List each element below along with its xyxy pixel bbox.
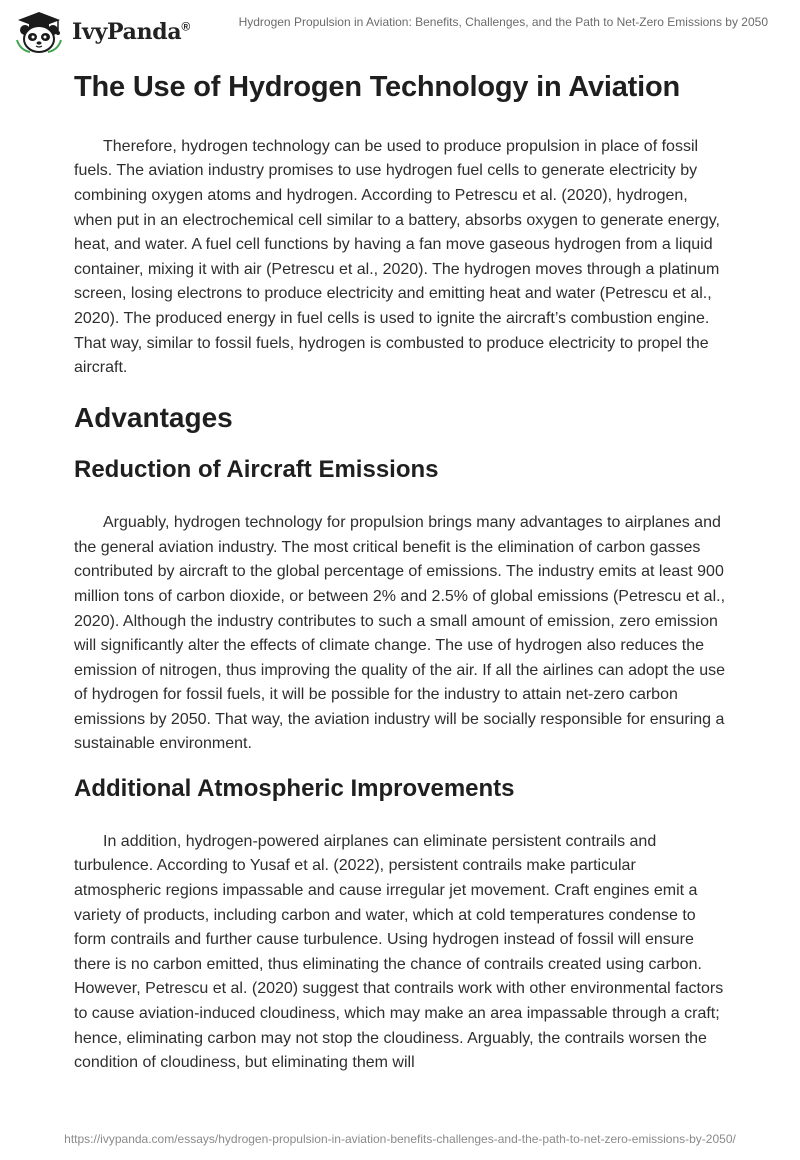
subheading-atmospheric-improvements: Additional Atmospheric Improvements <box>74 775 515 803</box>
paragraph-hydrogen-technology: Therefore, hydrogen technology can be used to produce propulsion in place of fossil fuels. The aviation industry promises to use hydrogen fuel cells to generate electricity by combining oxygen atoms and hydrogen. According to Petrescu et al. (2020), hydrogen, when put in an electrochemical cell similar to a battery, absorbs oxygen to generate energy, heat, and water. A fuel cell functions by having a fan move gaseous hydrogen from a liquid container, mixing it with air (Petrescu et al., 2020). The hydrogen moves through a platinum screen, losing electrons to produce electricity and emitting heat and water (Petrescu et al., 2020). The produced energy in fuel cells is used to ignite the aircraft’s combustion engine. That way, similar to fossil fuels, hydrogen is combusted to produce electricity to propel the aircraft. <box>74 137 720 377</box>
document-title: Hydrogen Propulsion in Aviation: Benefits, Challenges, and the Path to Net-Zero Emissions by 2050 <box>238 15 768 29</box>
article-body <box>74 70 726 1076</box>
page-title: The Use of Hydrogen Technology in Aviation <box>74 71 681 103</box>
paragraph-reduction-of-emissions: Arguably, hydrogen technology for propulsion brings many advantages to airplanes and the general aviation industry. The most critical benefit is the elimination of carbon gasses contributed by aircraft to the global percentage of emissions. The industry emits at least 900 million tons of carbon dioxide, or between 2% and 2.5% of global emissions (Petrescu et al., 2020). Although the industry contributes to such a small amount of emission, zero emission will significantly alter the effects of climate change. The use of hydrogen also reduces the emission of nitrogen, thus improving the quality of the air. If all the airlines can adopt the use of hydrogen for fossil fuels, it will be possible for the industry to attain net-zero carbon emissions by 2050. That way, the aviation industry will be socially responsible for ensuring a sustainable environment. <box>74 514 726 753</box>
paragraph-atmospheric-improvements: In addition, hydrogen-powered airplanes can eliminate persistent contrails and turbulence. According to Yusaf et al. (2022), persistent contrails make particular atmospheric regions impassable and cause irregular jet movement. Craft engines emit a variety of products, including carbon and water, which at cold temperatures condense to form contrails and further cause turbulence. Using hydrogen instead of fossil will ensure there is no carbon emitted, thus eliminating the chance of contrails created using carbon. However, Petrescu et al. (2020) suggest that contrails work with other environmental factors to cause aviation-induced cloudiness, which may make an area impassable through a craft; hence, eliminating carbon may not stop the cloudiness. Arguably, the contrails worsen the condition of cloudiness, but eliminating them will <box>74 832 724 1072</box>
section-heading-advantages: Advantages <box>74 401 233 433</box>
footer-source-url[interactable]: https://ivypanda.com/essays/hydrogen-propulsion-in-aviation-benefits-challenges-and-the-path-to-net-zero-emissions-by-2050/ <box>64 1132 736 1146</box>
panda-graduate-icon <box>14 10 64 54</box>
brand-logo[interactable] <box>14 10 190 54</box>
page-header <box>0 0 800 60</box>
brand-name: IvyPanda® <box>72 19 190 45</box>
subheading-reduction-of-emissions: Reduction of Aircraft Emissions <box>74 456 439 484</box>
